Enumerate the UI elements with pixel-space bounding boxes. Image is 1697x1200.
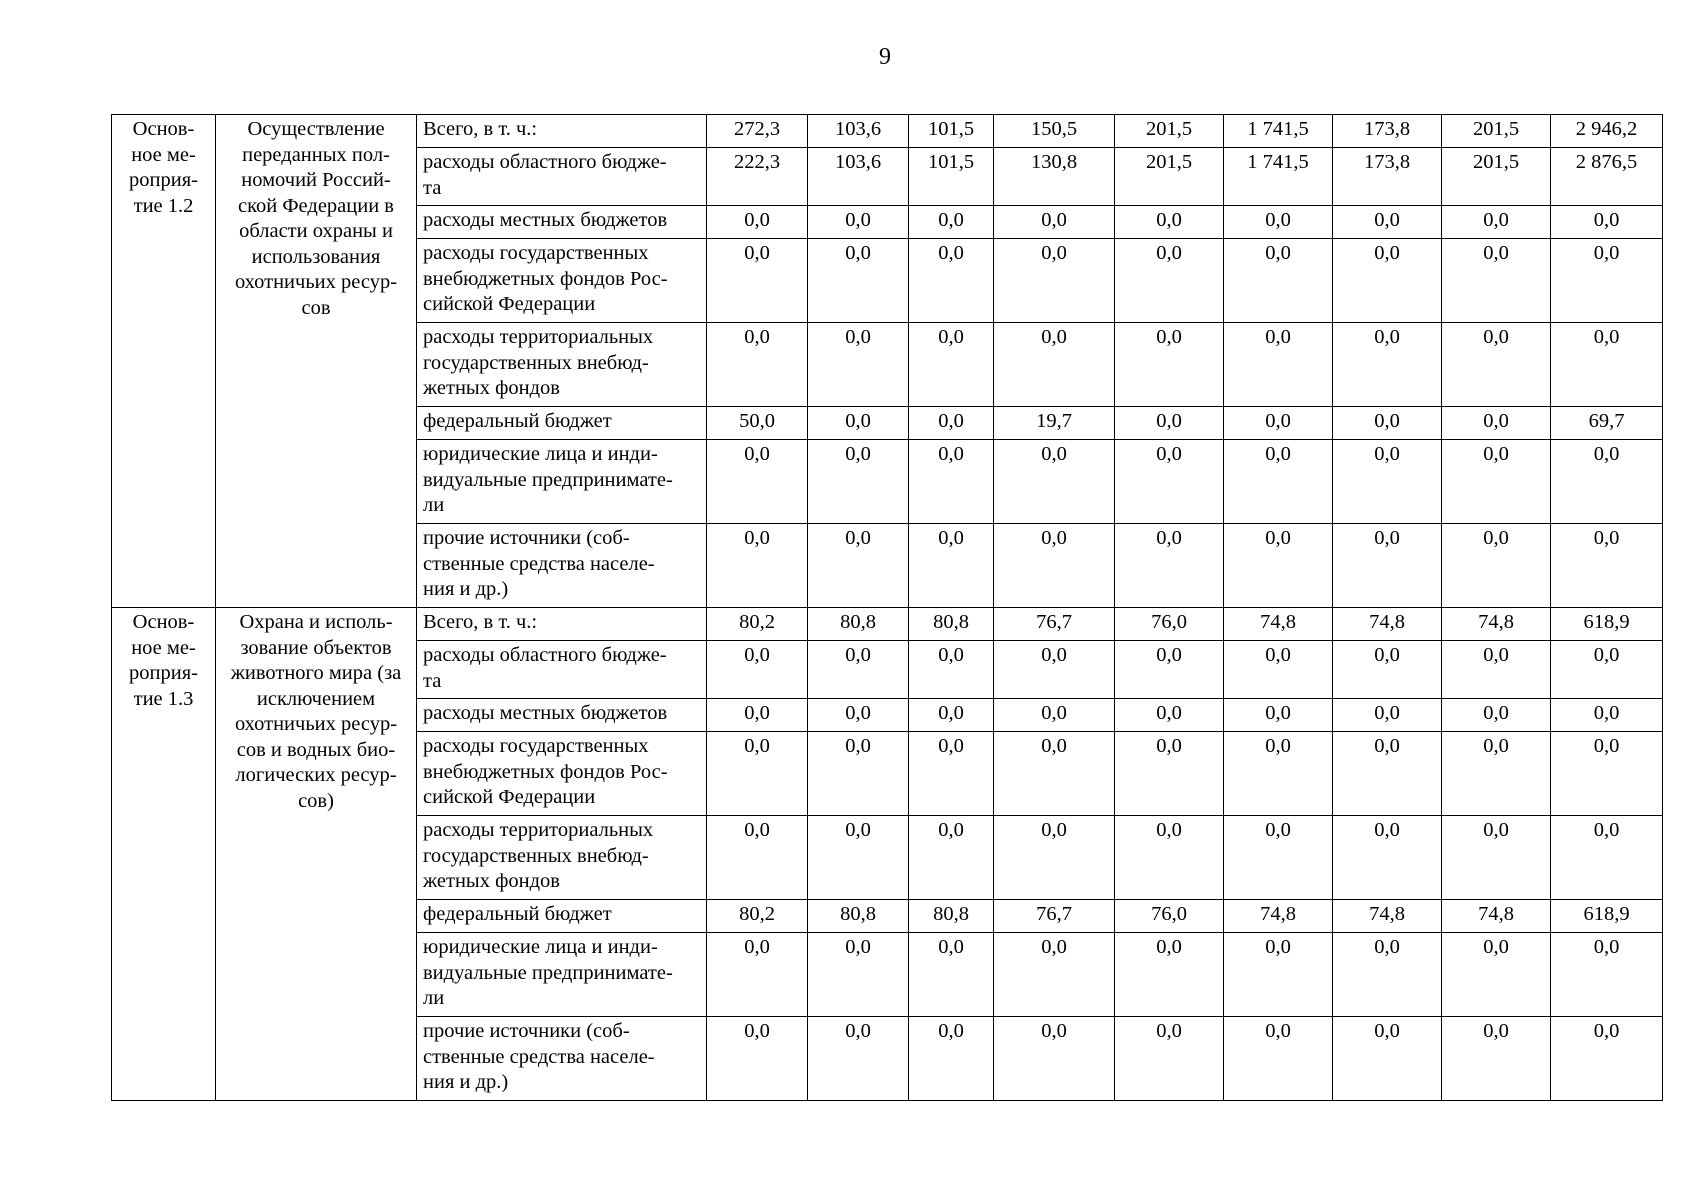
value-cell: 0,0: [1333, 816, 1442, 900]
value-cell: 0,0: [808, 732, 909, 816]
value-cell: 173,8: [1333, 115, 1442, 148]
value-cell: 201,5: [1442, 115, 1551, 148]
value-cell: 0,0: [808, 440, 909, 524]
value-cell: 0,0: [1115, 1017, 1224, 1101]
funding-source: расходы областного бюдже- та: [417, 641, 707, 699]
value-cell: 80,8: [909, 900, 994, 933]
value-cell: 2 876,5: [1551, 148, 1663, 206]
value-cell: 0,0: [808, 816, 909, 900]
value-cell: 222,3: [707, 148, 808, 206]
value-cell: 0,0: [994, 732, 1115, 816]
value-cell: 0,0: [1333, 206, 1442, 239]
program-name-cell: [216, 608, 417, 1101]
value-cell: 173,8: [1333, 148, 1442, 206]
value-cell: 0,0: [1224, 524, 1333, 608]
value-cell: 0,0: [1551, 239, 1663, 323]
value-cell: 0,0: [909, 699, 994, 732]
value-cell: 0,0: [909, 524, 994, 608]
value-cell: 0,0: [994, 323, 1115, 407]
value-cell: 0,0: [1442, 816, 1551, 900]
value-cell: 0,0: [707, 440, 808, 524]
value-cell: 0,0: [808, 699, 909, 732]
value-cell: 0,0: [994, 440, 1115, 524]
value-cell: 0,0: [909, 407, 994, 440]
value-cell: 0,0: [1551, 206, 1663, 239]
value-cell: 0,0: [994, 699, 1115, 732]
value-cell: 101,5: [909, 115, 994, 148]
value-cell: 0,0: [909, 440, 994, 524]
value-cell: 74,8: [1442, 900, 1551, 933]
value-cell: 0,0: [1115, 732, 1224, 816]
event-label: Основ- ное ме- роприя- тие 1.2: [129, 118, 198, 217]
value-cell: 0,0: [707, 239, 808, 323]
value-cell: 618,9: [1551, 608, 1663, 641]
value-cell: 0,0: [994, 206, 1115, 239]
value-cell: 0,0: [1115, 699, 1224, 732]
value-cell: 76,7: [994, 608, 1115, 641]
value-cell: 0,0: [909, 239, 994, 323]
value-cell: 0,0: [1224, 699, 1333, 732]
value-cell: 76,0: [1115, 900, 1224, 933]
value-cell: 0,0: [1551, 816, 1663, 900]
value-cell: 0,0: [1551, 440, 1663, 524]
value-cell: 76,7: [994, 900, 1115, 933]
value-cell: 0,0: [1115, 206, 1224, 239]
value-cell: 0,0: [1333, 641, 1442, 699]
value-cell: 0,0: [1442, 440, 1551, 524]
value-cell: 0,0: [1224, 407, 1333, 440]
value-cell: 0,0: [1224, 816, 1333, 900]
value-cell: 0,0: [808, 1017, 909, 1101]
value-cell: 0,0: [707, 933, 808, 1017]
value-cell: 0,0: [1551, 524, 1663, 608]
value-cell: 201,5: [1115, 148, 1224, 206]
value-cell: 2 946,2: [1551, 115, 1663, 148]
value-cell: 0,0: [1115, 524, 1224, 608]
value-cell: 0,0: [994, 1017, 1115, 1101]
value-cell: 0,0: [1224, 440, 1333, 524]
funding-source: расходы территориальных государственных внебюд- жетных фондов: [417, 816, 707, 900]
program-name-cell: [216, 115, 417, 608]
value-cell: 19,7: [994, 407, 1115, 440]
value-cell: 0,0: [808, 323, 909, 407]
value-cell: 103,6: [808, 115, 909, 148]
funding-source: расходы областного бюдже- та: [417, 148, 707, 206]
value-cell: 0,0: [1224, 933, 1333, 1017]
value-cell: 0,0: [1442, 323, 1551, 407]
value-cell: 0,0: [1333, 239, 1442, 323]
value-cell: 0,0: [1551, 933, 1663, 1017]
funding-source: федеральный бюджет: [417, 900, 707, 933]
value-cell: 0,0: [1115, 933, 1224, 1017]
value-cell: 1 741,5: [1224, 148, 1333, 206]
event-cell: [112, 608, 216, 1101]
value-cell: 0,0: [707, 816, 808, 900]
value-cell: 0,0: [707, 641, 808, 699]
value-cell: 0,0: [1442, 641, 1551, 699]
value-cell: 0,0: [994, 524, 1115, 608]
value-cell: 0,0: [1224, 732, 1333, 816]
value-cell: 201,5: [1442, 148, 1551, 206]
value-cell: 0,0: [909, 323, 994, 407]
value-cell: 0,0: [1115, 440, 1224, 524]
value-cell: 0,0: [1224, 239, 1333, 323]
value-cell: 1 741,5: [1224, 115, 1333, 148]
value-cell: 0,0: [994, 239, 1115, 323]
value-cell: 0,0: [808, 524, 909, 608]
value-cell: 0,0: [1333, 699, 1442, 732]
value-cell: 0,0: [994, 933, 1115, 1017]
value-cell: 0,0: [1442, 206, 1551, 239]
funding-source: расходы местных бюджетов: [417, 699, 707, 732]
event-label: Основ- ное ме- роприя- тие 1.3: [129, 611, 198, 710]
page-number: 9: [879, 44, 891, 70]
value-cell: 0,0: [1442, 732, 1551, 816]
value-cell: 0,0: [1551, 1017, 1663, 1101]
table-row: [112, 115, 1663, 148]
value-cell: 0,0: [1551, 699, 1663, 732]
value-cell: 0,0: [909, 206, 994, 239]
funding-source: расходы территориальных государственных внебюд- жетных фондов: [417, 323, 707, 407]
value-cell: 0,0: [994, 816, 1115, 900]
value-cell: 80,8: [808, 900, 909, 933]
value-cell: 0,0: [808, 407, 909, 440]
value-cell: 80,2: [707, 900, 808, 933]
value-cell: 0,0: [1442, 699, 1551, 732]
funding-source: прочие источники (соб- ственные средства населе- ния и др.): [417, 1017, 707, 1101]
value-cell: 0,0: [1442, 1017, 1551, 1101]
value-cell: 0,0: [909, 732, 994, 816]
value-cell: 0,0: [808, 206, 909, 239]
funding-source: расходы государственных внебюджетных фондов Рос- сийской Федерации: [417, 239, 707, 323]
program-name: Осуществление переданных пол- номочий Россий- ской Федерации в области охраны и использования охотничьих ресур- сов: [234, 118, 398, 319]
funding-source: расходы местных бюджетов: [417, 206, 707, 239]
funding-source: прочие источники (соб- ственные средства населе- ния и др.): [417, 524, 707, 608]
table-row: [112, 608, 1663, 641]
value-cell: 201,5: [1115, 115, 1224, 148]
value-cell: 0,0: [1333, 732, 1442, 816]
funding-source: расходы государственных внебюджетных фондов Рос- сийской Федерации: [417, 732, 707, 816]
value-cell: 0,0: [1442, 933, 1551, 1017]
event-cell: [112, 115, 216, 608]
value-cell: 80,2: [707, 608, 808, 641]
value-cell: 0,0: [1333, 440, 1442, 524]
program-name: Охрана и исполь- зование объектов животного мира (за исключением охотничьих ресур- сов и водных био- логических ресур- сов): [230, 611, 402, 812]
value-cell: 0,0: [1551, 641, 1663, 699]
value-cell: 0,0: [1224, 1017, 1333, 1101]
value-cell: 0,0: [808, 239, 909, 323]
value-cell: 0,0: [1333, 524, 1442, 608]
value-cell: 0,0: [707, 323, 808, 407]
value-cell: 0,0: [707, 524, 808, 608]
value-cell: 0,0: [909, 1017, 994, 1101]
value-cell: 0,0: [808, 933, 909, 1017]
value-cell: 80,8: [808, 608, 909, 641]
value-cell: 101,5: [909, 148, 994, 206]
value-cell: 0,0: [1115, 407, 1224, 440]
value-cell: 0,0: [1442, 407, 1551, 440]
value-cell: 50,0: [707, 407, 808, 440]
value-cell: 0,0: [808, 641, 909, 699]
value-cell: 0,0: [1224, 323, 1333, 407]
value-cell: 74,8: [1224, 608, 1333, 641]
budget-table: [111, 114, 1663, 1101]
value-cell: 0,0: [1333, 323, 1442, 407]
value-cell: 0,0: [1442, 524, 1551, 608]
value-cell: 272,3: [707, 115, 808, 148]
value-cell: 74,8: [1333, 608, 1442, 641]
funding-source: Всего, в т. ч.:: [417, 608, 707, 641]
value-cell: 80,8: [909, 608, 994, 641]
value-cell: 130,8: [994, 148, 1115, 206]
value-cell: 76,0: [1115, 608, 1224, 641]
value-cell: 0,0: [909, 933, 994, 1017]
value-cell: 0,0: [1115, 641, 1224, 699]
value-cell: 103,6: [808, 148, 909, 206]
value-cell: 74,8: [1224, 900, 1333, 933]
value-cell: 0,0: [1224, 206, 1333, 239]
value-cell: 0,0: [1551, 732, 1663, 816]
value-cell: 74,8: [1442, 608, 1551, 641]
value-cell: 0,0: [909, 641, 994, 699]
value-cell: 0,0: [1442, 239, 1551, 323]
value-cell: 0,0: [707, 206, 808, 239]
value-cell: 0,0: [707, 732, 808, 816]
value-cell: 618,9: [1551, 900, 1663, 933]
value-cell: 0,0: [1115, 239, 1224, 323]
funding-source: юридические лица и инди- видуальные предпринимате- ли: [417, 440, 707, 524]
value-cell: 0,0: [1115, 323, 1224, 407]
value-cell: 0,0: [1115, 816, 1224, 900]
value-cell: 0,0: [1333, 407, 1442, 440]
value-cell: 0,0: [1333, 933, 1442, 1017]
value-cell: 0,0: [707, 1017, 808, 1101]
value-cell: 69,7: [1551, 407, 1663, 440]
value-cell: 150,5: [994, 115, 1115, 148]
value-cell: 74,8: [1333, 900, 1442, 933]
funding-source: Всего, в т. ч.:: [417, 115, 707, 148]
funding-source: юридические лица и инди- видуальные предпринимате- ли: [417, 933, 707, 1017]
funding-source: федеральный бюджет: [417, 407, 707, 440]
value-cell: 0,0: [994, 641, 1115, 699]
value-cell: 0,0: [1224, 641, 1333, 699]
value-cell: 0,0: [909, 816, 994, 900]
value-cell: 0,0: [707, 699, 808, 732]
value-cell: 0,0: [1333, 1017, 1442, 1101]
value-cell: 0,0: [1551, 323, 1663, 407]
